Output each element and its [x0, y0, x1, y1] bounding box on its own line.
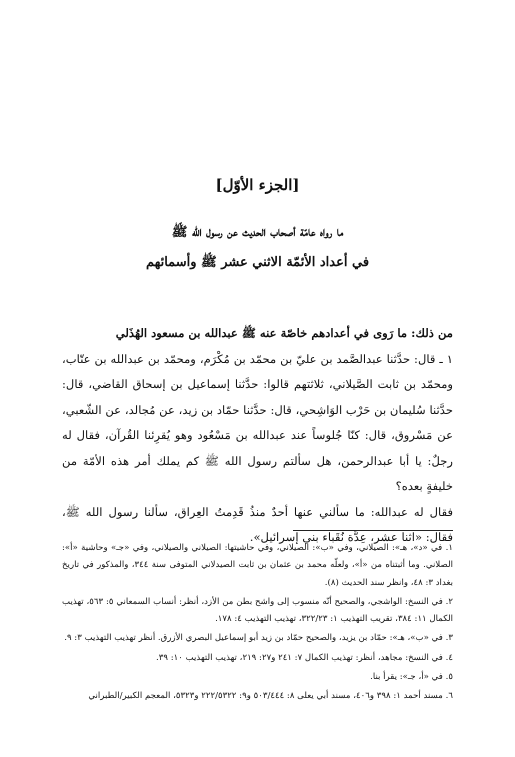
footnote-3: ٣. في «ب»، هـ»: حمّاد بن يزيد، والصحيح حمّاد بن زيد أبو إسماعيل البصري الأزرق. أنظر تهذيب التهذيب ٣: ٩. [64, 633, 453, 644]
footnote-divider [293, 530, 453, 531]
chapter-subtitle-line-2: في أعداد الأئمّة الاثني عشر ﷺ وأسمائهم [145, 255, 370, 270]
part-heading-text: [الجزء الأوّل] [215, 176, 300, 194]
chapter-subtitle-line-1: ما رواه عامّة أصحاب الحديث عن رسول الله ﷺ [171, 225, 344, 240]
hadith-paragraph-2: فقال له عبدالله: ما سألني عنها أحدٌ منذُ قَدِمتُ العِراق، سألنا رسول الله ﷺ، فقال: «اثنا عشر، عِدَّة نُقَباء بني إسرائيل». [62, 504, 453, 544]
footnote-6: ٦. مسند أحمد ١: ٣٩٨ و٤٠٦، مسند أبي يعلى ٨: ٥٠٣/٤٤٤ و٩: ٢٢٢/٥٣٢٢ و٥٣٢٣، المعجم الكبير/الطبراني [88, 691, 453, 702]
section-lead: من ذلك: ما رَوى في أعدادهم خاصّة عنه ﷺ عبدالله بن مسعود الهُذَلي [115, 326, 453, 340]
footnote-4: ٤. في النسخ: مجاهد، أنظر: تهذيب الكمال ٧: ٢٤١ و٢٧: ٢١٩، تهذيب التهذيب ١٠: ٣٩. [156, 652, 453, 663]
main-text [62, 321, 453, 551]
footnote-2: ٢. في النسخ: الواشجي، والصحيح أنّه منسوب إلى واشح بطن من الأزد، أنظر: أنساب السمعاني ٥: ٥٦٣، تهذيب الكمال ١١: ٣٨٤، تقريب التهذيب ١: ٣٢٢/٢٣، تهذيب التهذيب ٤: ١٧٨. [62, 596, 454, 625]
footnote-1: ١. في «د»، هـ»: الصيلاني، وفي «ب»: الصيلاني، وفي حاشيتها: الصيلاني والصيلاني، وفي «جـ» وحاشية «أ»: الصلاني. وما أثبتناه من «أ»، ولعلّه محمد بن عثمان بن ثابت الصيدلاني المتوفى سنة ٣٤٤، والمذكور في تاريخ بغداد ٣: ٤٨، وانظر سند الحديث (٨). [62, 543, 454, 588]
footnote-5: ٥. في «أ، جـ»: يقرأ بنا. [370, 672, 453, 683]
footnotes [62, 540, 453, 708]
hadith-paragraph-1: ١ ـ قال: حدَّثنا عبدالصَّمد بن عليّ بن محمّد بن مُكْرَم، ومحمّد بن عبدالله بن عتّاب، ومحمّد بن ثابت الصَّيلاني، ثلاثتهم قالوا: حدَّثنا إسماعيل بن إسحاق القاضي، قال: حدَّثنا سُليمان بن حَرْب الوَاشِحي، قال: حدَّثنا حمّاد بن زيد، عن مُجالد، عن الشّعبي، عن مَسْروق، قال: كنّا جُلوساً عند عبدالله بن مَسْعُود وهو يُقرِئنا القُرآن، فقال له رجلٌ: يا أبا عبدالرحمن، هل سألتم رسول الله ﷺ كم يملك أمر هذه الأمّة من خليفةٍ بعده؟ [62, 351, 453, 493]
part-heading [0, 176, 515, 194]
